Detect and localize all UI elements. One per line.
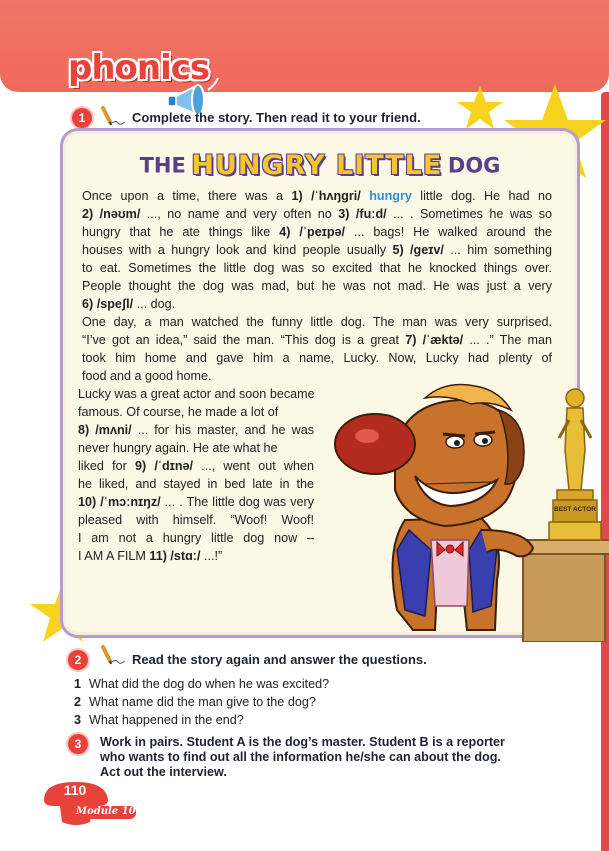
- story-line: hungry that he ate things like 4) /ˈpeɪpə/ ... bags! He walked around the: [82, 225, 553, 239]
- story-line: liked for 9) /ˈdɪnə/ ..., went out when: [78, 459, 314, 473]
- gap-1: 1) /ˈhʌŋgri/: [291, 189, 361, 203]
- question-item: 2 What name did the man give to the dog?: [74, 695, 316, 709]
- story-paragraph-1: [82, 187, 552, 313]
- story-title-dog: DOG: [447, 153, 501, 178]
- story-title-hungry-little: HUNGRY LITTLE: [191, 150, 443, 181]
- gap-10: 10) /ˈmɔːnɪŋz/: [78, 495, 161, 509]
- story-title: [60, 150, 580, 181]
- story-line: pleased with himself. “Woof! Woof!: [78, 513, 314, 527]
- story-line: I am not a hungry little dog now –: [78, 531, 314, 545]
- trophy-plaque: BEST ACTOR: [554, 506, 596, 513]
- story-line: 2) /nəʊm/ ..., no name and very often no 3) /fuːd/ ... . Sometimes he was so: [82, 207, 552, 221]
- task-1-number: 1: [72, 108, 92, 128]
- question-item: 1 What did the dog do when he was excited?: [74, 677, 330, 691]
- story-line: never hungry again. He ate what he: [78, 441, 278, 455]
- story-line: 10) /ˈmɔːnɪŋz/ ... . The little dog was very: [78, 495, 314, 509]
- example-answer: hungry: [369, 189, 412, 203]
- task-2-instruction: Read the story again and answer the questions.: [132, 652, 427, 667]
- phonics-logo: [68, 48, 238, 98]
- story-line: he liked, and stayed in bed late in the: [78, 477, 314, 491]
- gap-3: 3) /fuːd/: [338, 207, 387, 221]
- story-line: took him home and gave him a name, Lucky. Now, Lucky had plenty of: [82, 351, 552, 365]
- gap-2: 2) /nəʊm/: [82, 207, 141, 221]
- story-line: People thought the dog was mad, but he was not mad. He was just a very: [82, 279, 552, 293]
- story-title-the: THE: [139, 153, 186, 178]
- task-2-number: 2: [68, 650, 88, 670]
- story-line: “I’ve got an idea,” said the man. “This dog is a great 7) /ˈæktə/ ... .” The man: [82, 333, 552, 347]
- task-1-instruction: Complete the story. Then read it to your friend.: [132, 110, 421, 125]
- story-line: Lucky was a great actor and soon became: [78, 387, 315, 401]
- story-line: 6) /speʃl/ ... dog.: [82, 297, 176, 311]
- gap-5: 5) /geɪv/: [392, 243, 444, 257]
- story-line: 8) /mʌni/ ... for his master, and he was: [78, 423, 314, 437]
- question-list: [74, 675, 329, 729]
- section-title: phonics: [68, 48, 210, 88]
- gap-11: 11) /stɑː/: [149, 549, 201, 563]
- gap-7: 7) /ˈæktə/: [405, 333, 464, 347]
- trophy-icon: [549, 389, 601, 540]
- pencil-icon: [100, 645, 126, 665]
- module-label: Module 10: [76, 806, 136, 817]
- task-3-number: 3: [68, 734, 88, 754]
- gap-8: 8) /mʌni/: [78, 423, 132, 437]
- story-line: Once upon a time, there was a 1) /ˈhʌŋgri/ hungry little dog. He had no: [82, 189, 552, 203]
- story-line: houses with a hungry look and kind people usually 5) /geɪv/ ... him something: [82, 243, 552, 257]
- page-number: 110: [63, 782, 87, 798]
- task-3-instruction: Work in pairs. Student A is the dog’s master. Student B is a reporter who wants to find out all the information he/she can about the dog. Act out the interview.: [100, 735, 505, 779]
- story-paragraph-3: [78, 385, 314, 565]
- story-paragraph-2: [82, 313, 552, 385]
- gap-9: 9) /ˈdɪnə/: [134, 459, 194, 473]
- pencil-icon: [100, 106, 126, 126]
- pedestal: [523, 550, 605, 642]
- story-line: to eat. Sometimes the little dog was so excited that he knocked things over.: [82, 261, 552, 275]
- story-line: food and a good home.: [82, 369, 212, 383]
- dog-icon: [335, 385, 533, 631]
- story-line: famous. Of course, he made a lot of: [78, 405, 279, 419]
- star-icon: [455, 85, 505, 130]
- dog-illustration: [285, 380, 609, 642]
- gap-6: 6) /speʃl/: [82, 297, 134, 311]
- story-line: I AM A FILM 11) /stɑː/ ...!”: [78, 549, 223, 563]
- question-item: 3 What happened in the end?: [74, 713, 244, 727]
- gap-4: 4) /ˈpeɪpə/: [279, 225, 346, 239]
- page-badge: [40, 778, 140, 830]
- story-line: One day, a man watched the funny little dog. The man was very surprised.: [82, 315, 552, 329]
